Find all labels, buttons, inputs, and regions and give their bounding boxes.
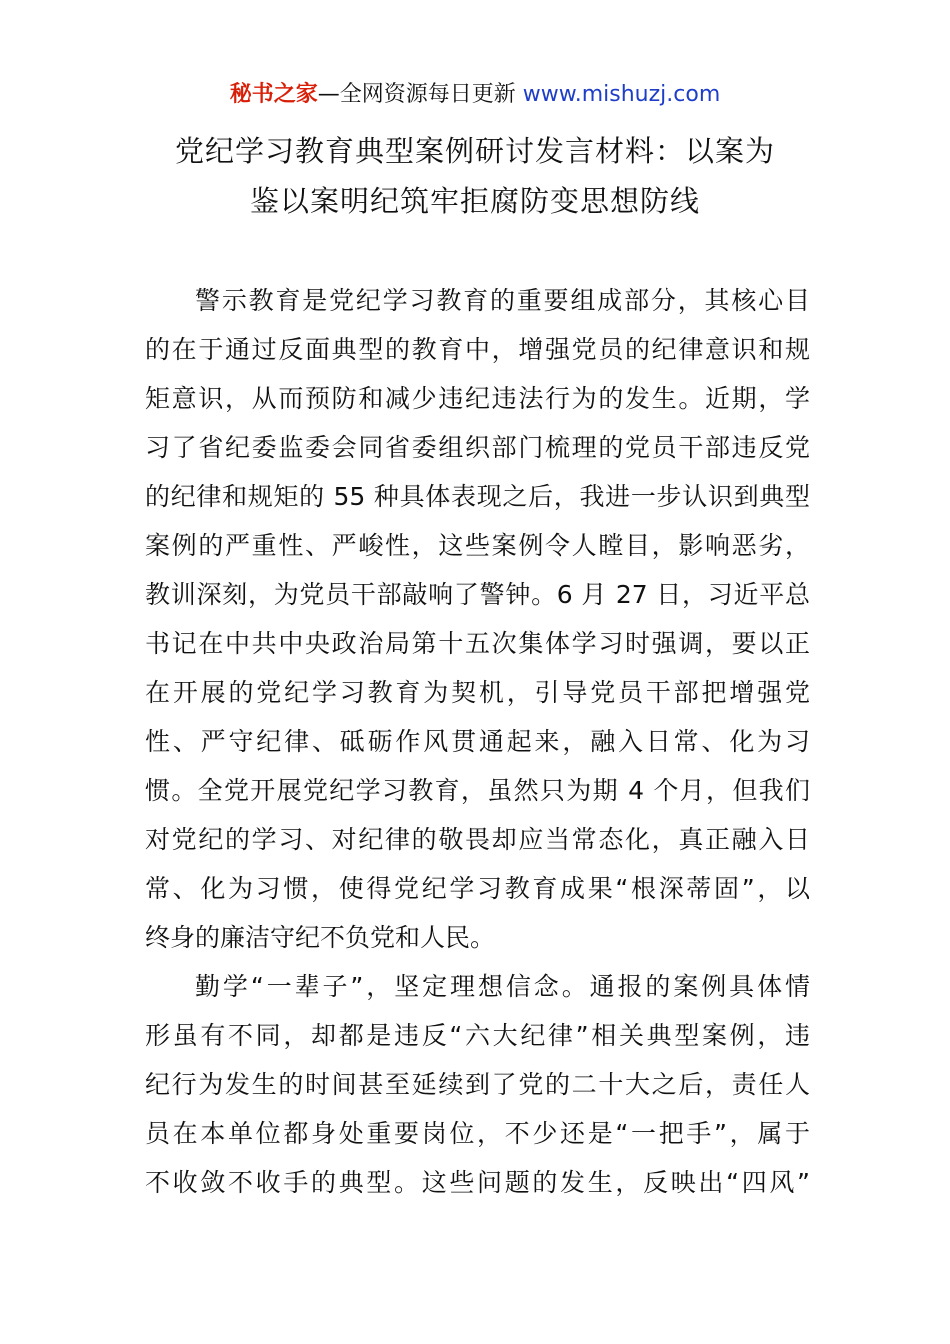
text-line: 不收敛不收手的典型。这些问题的发生，反映出“四风” bbox=[145, 1168, 810, 1197]
text-line: 警示教育是党纪学习教育的重要组成部分，其核心目 bbox=[195, 286, 810, 315]
brand-name: 秘书之家 bbox=[229, 82, 318, 107]
text-line: 教训深刻，为党员干部敲响了警钟。6 月 27 日，习近平总 bbox=[145, 580, 810, 609]
text-line: 形虽有不同，却都是违反“六大纪律”相关典型案例，违 bbox=[145, 1021, 810, 1050]
text-line: 惯。全党开展党纪学习教育，虽然只为期 4 个月，但我们 bbox=[145, 776, 810, 805]
text-line: 终身的廉洁守纪不负党和人民。 bbox=[145, 923, 496, 952]
text-line: 勤学“一辈子”，坚定理想信念。通报的案例具体情 bbox=[195, 972, 810, 1001]
text-line: 性、严守纪律、砥砺作风贯通起来，融入日常、化为习 bbox=[145, 727, 810, 756]
document-title bbox=[100, 126, 850, 226]
document-body bbox=[145, 276, 810, 1207]
text-line: 常、化为习惯，使得党纪学习教育成果“根深蒂固”，以 bbox=[145, 874, 810, 903]
header-slogan: —全网资源每日更新 bbox=[317, 82, 523, 107]
text-line: 员在本单位都身处重要岗位，不少还是“一把手”，属于 bbox=[145, 1119, 810, 1148]
title-line-1: 党纪学习教育典型案例研讨发言材料：以案为 bbox=[174, 134, 775, 168]
title-line-2: 鉴以案明纪筑牢拒腐防变思想防线 bbox=[249, 184, 700, 218]
text-line: 的纪律和规矩的 55 种具体表现之后，我进一步认识到典型 bbox=[145, 482, 810, 511]
text-line: 的在于通过反面典型的教育中，增强党员的纪律意识和规 bbox=[145, 335, 810, 364]
site-url-link[interactable]: www.mishuzj.com bbox=[522, 82, 721, 107]
text-line: 书记在中共中央政治局第十五次集体学习时强调，要以正 bbox=[145, 629, 810, 658]
text-line: 矩意识，从而预防和减少违纪违法行为的发生。近期，学 bbox=[145, 384, 810, 413]
paragraph-1 bbox=[145, 276, 810, 962]
text-line: 案例的严重性、严峻性，这些案例令人瞠目，影响恶劣， bbox=[145, 531, 810, 560]
text-line: 在开展的党纪学习教育为契机，引导党员干部把增强党 bbox=[145, 678, 810, 707]
site-header bbox=[0, 80, 950, 110]
paragraph-2 bbox=[145, 962, 810, 1207]
text-line: 对党纪的学习、对纪律的敬畏却应当常态化，真正融入日 bbox=[145, 825, 810, 854]
text-line: 纪行为发生的时间甚至延续到了党的二十大之后，责任人 bbox=[145, 1070, 810, 1099]
text-line: 习了省纪委监委会同省委组织部门梳理的党员干部违反党 bbox=[145, 433, 810, 462]
